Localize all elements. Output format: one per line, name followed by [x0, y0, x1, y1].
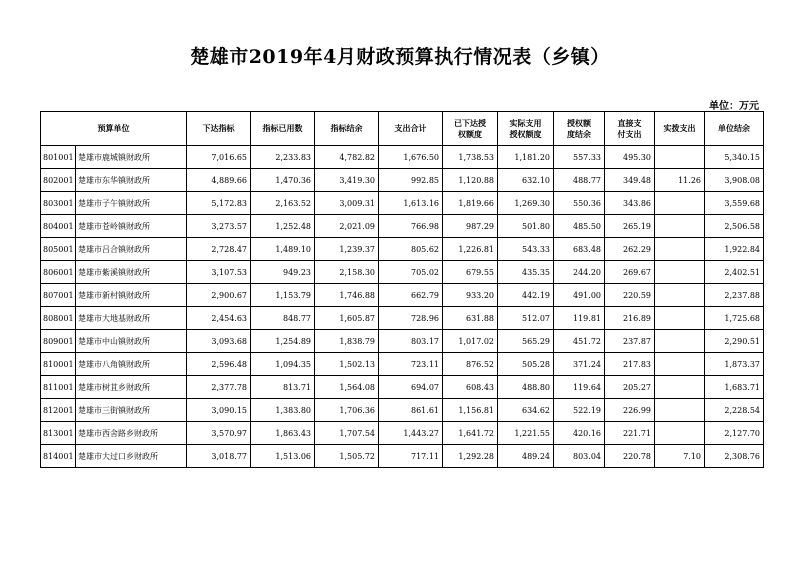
value-cell: 1,120.88 [443, 169, 498, 192]
value-cell: 3,908.08 [705, 169, 764, 192]
table-row [41, 169, 764, 192]
value-cell: 1,489.10 [251, 238, 315, 261]
value-cell: 1,153.79 [251, 284, 315, 307]
value-cell: 3,570.97 [187, 422, 251, 445]
value-cell: 2,127.70 [705, 422, 764, 445]
column-header: 实拨支出 [655, 112, 705, 146]
value-cell: 2,237.88 [705, 284, 764, 307]
value-cell: 3,018.77 [187, 445, 251, 468]
value-cell: 1,605.87 [315, 307, 379, 330]
table-row [41, 399, 764, 422]
table-row [41, 284, 764, 307]
value-cell: 3,009.31 [315, 192, 379, 215]
column-header: 单位结余 [705, 112, 764, 146]
unit-code-cell: 808001 [41, 307, 76, 330]
value-cell: 1,470.36 [251, 169, 315, 192]
value-cell: 1,641.72 [443, 422, 498, 445]
value-cell: 2,290.51 [705, 330, 764, 353]
value-cell: 220.59 [605, 284, 655, 307]
value-cell: 1,738.53 [443, 146, 498, 169]
value-cell: 1,094.35 [251, 353, 315, 376]
value-cell: 3,419.30 [315, 169, 379, 192]
value-cell [655, 215, 705, 238]
unit-label: 单位：万元 [709, 101, 759, 112]
value-cell: 1,156.81 [443, 399, 498, 422]
unit-code-cell: 810001 [41, 353, 76, 376]
value-cell: 1,746.88 [315, 284, 379, 307]
value-cell: 861.61 [379, 399, 443, 422]
table-row [41, 261, 764, 284]
value-cell: 488.80 [498, 376, 554, 399]
value-cell: 220.78 [605, 445, 655, 468]
value-cell: 7.10 [655, 445, 705, 468]
value-cell: 631.88 [443, 307, 498, 330]
table-row [41, 192, 764, 215]
table-row [41, 353, 764, 376]
value-cell: 5,340.15 [705, 146, 764, 169]
value-cell: 3,559.68 [705, 192, 764, 215]
value-cell [655, 307, 705, 330]
unit-code-cell: 814001 [41, 445, 76, 468]
unit-code-cell: 804001 [41, 215, 76, 238]
column-header: 授权额 度结余 [554, 112, 605, 146]
value-cell: 557.33 [554, 146, 605, 169]
value-cell: 2,163.52 [251, 192, 315, 215]
unit-code-cell: 801001 [41, 146, 76, 169]
unit-name-cell: 楚雄市大地基财政所 [76, 307, 187, 330]
table-row [41, 376, 764, 399]
column-header: 指标已用数 [251, 112, 315, 146]
value-cell: 512.07 [498, 307, 554, 330]
value-cell: 491.00 [554, 284, 605, 307]
value-cell: 4,889.66 [187, 169, 251, 192]
value-cell: 2,158.30 [315, 261, 379, 284]
value-cell: 949.23 [251, 261, 315, 284]
value-cell: 1,505.72 [315, 445, 379, 468]
value-cell: 1,383.80 [251, 399, 315, 422]
unit-code-cell: 811001 [41, 376, 76, 399]
value-cell: 5,172.83 [187, 192, 251, 215]
value-cell: 683.48 [554, 238, 605, 261]
value-cell: 216.89 [605, 307, 655, 330]
value-cell: 694.07 [379, 376, 443, 399]
column-header: 实际支用 授权额度 [498, 112, 554, 146]
value-cell: 803.04 [554, 445, 605, 468]
value-cell: 1,725.68 [705, 307, 764, 330]
value-cell: 420.16 [554, 422, 605, 445]
value-cell: 608.43 [443, 376, 498, 399]
column-header: 已下达授 权额度 [443, 112, 498, 146]
value-cell [655, 146, 705, 169]
value-cell: 705.02 [379, 261, 443, 284]
value-cell: 488.77 [554, 169, 605, 192]
value-cell: 1,443.27 [379, 422, 443, 445]
value-cell: 1,292.28 [443, 445, 498, 468]
column-header: 直接支 付支出 [605, 112, 655, 146]
unit-code-cell: 807001 [41, 284, 76, 307]
value-cell: 2,308.76 [705, 445, 764, 468]
unit-name-cell: 楚雄市吕合镇财政所 [76, 238, 187, 261]
page-title: 楚雄市2019年4月财政预算执行情况表（乡镇） [190, 46, 610, 68]
value-cell: 1,706.36 [315, 399, 379, 422]
value-cell: 7,016.65 [187, 146, 251, 169]
table-row [41, 238, 764, 261]
table-row [41, 330, 764, 353]
unit-name-cell: 楚雄市西舍路乡财政所 [76, 422, 187, 445]
value-cell: 451.72 [554, 330, 605, 353]
value-cell: 987.29 [443, 215, 498, 238]
table-row [41, 307, 764, 330]
value-cell: 495.30 [605, 146, 655, 169]
value-cell: 1,613.16 [379, 192, 443, 215]
value-cell: 1,873.37 [705, 353, 764, 376]
value-cell: 244.20 [554, 261, 605, 284]
table-row [41, 215, 764, 238]
value-cell: 1,502.13 [315, 353, 379, 376]
value-cell: 269.67 [605, 261, 655, 284]
value-cell: 1,513.06 [251, 445, 315, 468]
unit-name-cell: 楚雄市苍岭镇财政所 [76, 215, 187, 238]
unit-name-cell: 楚雄市新村镇财政所 [76, 284, 187, 307]
value-cell: 3,107.53 [187, 261, 251, 284]
value-cell: 2,377.78 [187, 376, 251, 399]
table-row [41, 146, 764, 169]
value-cell: 632.10 [498, 169, 554, 192]
value-cell: 3,090.15 [187, 399, 251, 422]
value-cell: 522.19 [554, 399, 605, 422]
value-cell: 442.19 [498, 284, 554, 307]
value-cell: 1,269.30 [498, 192, 554, 215]
value-cell: 205.27 [605, 376, 655, 399]
value-cell: 1,819.66 [443, 192, 498, 215]
unit-name-cell: 楚雄市紫溪镇财政所 [76, 261, 187, 284]
value-cell: 805.62 [379, 238, 443, 261]
value-cell: 1,017.02 [443, 330, 498, 353]
table-row [41, 445, 764, 468]
value-cell: 717.11 [379, 445, 443, 468]
value-cell: 2,233.83 [251, 146, 315, 169]
value-cell: 634.62 [498, 399, 554, 422]
value-cell: 11.26 [655, 169, 705, 192]
value-cell [655, 330, 705, 353]
value-cell: 1,922.84 [705, 238, 764, 261]
value-cell: 1,707.54 [315, 422, 379, 445]
unit-name-cell: 楚雄市八角镇财政所 [76, 353, 187, 376]
value-cell: 1,863.43 [251, 422, 315, 445]
value-cell: 679.55 [443, 261, 498, 284]
value-cell: 2,506.58 [705, 215, 764, 238]
value-cell: 485.50 [554, 215, 605, 238]
value-cell: 550.36 [554, 192, 605, 215]
value-cell: 2,900.67 [187, 284, 251, 307]
value-cell: 349.48 [605, 169, 655, 192]
value-cell: 1,252.48 [251, 215, 315, 238]
value-cell: 435.35 [498, 261, 554, 284]
value-cell [655, 238, 705, 261]
unit-name-cell: 楚雄市三街镇财政所 [76, 399, 187, 422]
table-row [41, 422, 764, 445]
value-cell: 1,221.55 [498, 422, 554, 445]
column-header: 下达指标 [187, 112, 251, 146]
value-cell: 848.77 [251, 307, 315, 330]
header-row [41, 112, 764, 146]
value-cell [655, 353, 705, 376]
value-cell [655, 261, 705, 284]
column-header: 支出合计 [379, 112, 443, 146]
unit-name-cell: 楚雄市子午镇财政所 [76, 192, 187, 215]
value-cell: 1,254.89 [251, 330, 315, 353]
value-cell: 2,728.47 [187, 238, 251, 261]
unit-code-cell: 805001 [41, 238, 76, 261]
value-cell: 728.96 [379, 307, 443, 330]
value-cell: 119.64 [554, 376, 605, 399]
value-cell [655, 284, 705, 307]
unit-name-cell: 楚雄市树苴乡财政所 [76, 376, 187, 399]
value-cell: 217.83 [605, 353, 655, 376]
value-cell: 3,273.57 [187, 215, 251, 238]
value-cell: 226.99 [605, 399, 655, 422]
value-cell: 119.81 [554, 307, 605, 330]
value-cell: 505.28 [498, 353, 554, 376]
value-cell: 2,402.51 [705, 261, 764, 284]
unit-code-cell: 803001 [41, 192, 76, 215]
unit-name-cell: 楚雄市鹿城镇财政所 [76, 146, 187, 169]
value-cell: 813.71 [251, 376, 315, 399]
value-cell: 543.33 [498, 238, 554, 261]
value-cell: 489.24 [498, 445, 554, 468]
unit-code-cell: 813001 [41, 422, 76, 445]
value-cell: 876.52 [443, 353, 498, 376]
value-cell [655, 422, 705, 445]
value-cell [655, 399, 705, 422]
value-cell: 1,564.08 [315, 376, 379, 399]
value-cell: 933.20 [443, 284, 498, 307]
unit-name-cell: 楚雄市中山镇财政所 [76, 330, 187, 353]
unit-code-cell: 812001 [41, 399, 76, 422]
value-cell [655, 192, 705, 215]
value-cell: 1,676.50 [379, 146, 443, 169]
value-cell: 1,239.37 [315, 238, 379, 261]
value-cell: 237.87 [605, 330, 655, 353]
value-cell: 723.11 [379, 353, 443, 376]
value-cell: 343.86 [605, 192, 655, 215]
value-cell: 1,838.79 [315, 330, 379, 353]
value-cell: 2,596.48 [187, 353, 251, 376]
value-cell: 992.85 [379, 169, 443, 192]
value-cell: 501.80 [498, 215, 554, 238]
value-cell: 2,228.54 [705, 399, 764, 422]
value-cell: 221.71 [605, 422, 655, 445]
value-cell: 662.79 [379, 284, 443, 307]
value-cell: 262.29 [605, 238, 655, 261]
unit-name-cell: 楚雄市东华镇财政所 [76, 169, 187, 192]
column-header: 预算单位 [41, 112, 187, 146]
value-cell: 1,181.20 [498, 146, 554, 169]
unit-code-cell: 802001 [41, 169, 76, 192]
value-cell: 265.19 [605, 215, 655, 238]
value-cell: 766.98 [379, 215, 443, 238]
value-cell: 565.29 [498, 330, 554, 353]
value-cell: 2,021.09 [315, 215, 379, 238]
value-cell: 2,454.63 [187, 307, 251, 330]
unit-name-cell: 楚雄市大过口乡财政所 [76, 445, 187, 468]
value-cell: 371.24 [554, 353, 605, 376]
value-cell: 1,683.71 [705, 376, 764, 399]
budget-table [40, 111, 764, 468]
value-cell: 803.17 [379, 330, 443, 353]
value-cell: 3,093.68 [187, 330, 251, 353]
value-cell: 1,226.81 [443, 238, 498, 261]
value-cell [655, 376, 705, 399]
value-cell: 4,782.82 [315, 146, 379, 169]
column-header: 指标结余 [315, 112, 379, 146]
unit-code-cell: 809001 [41, 330, 76, 353]
unit-code-cell: 806001 [41, 261, 76, 284]
